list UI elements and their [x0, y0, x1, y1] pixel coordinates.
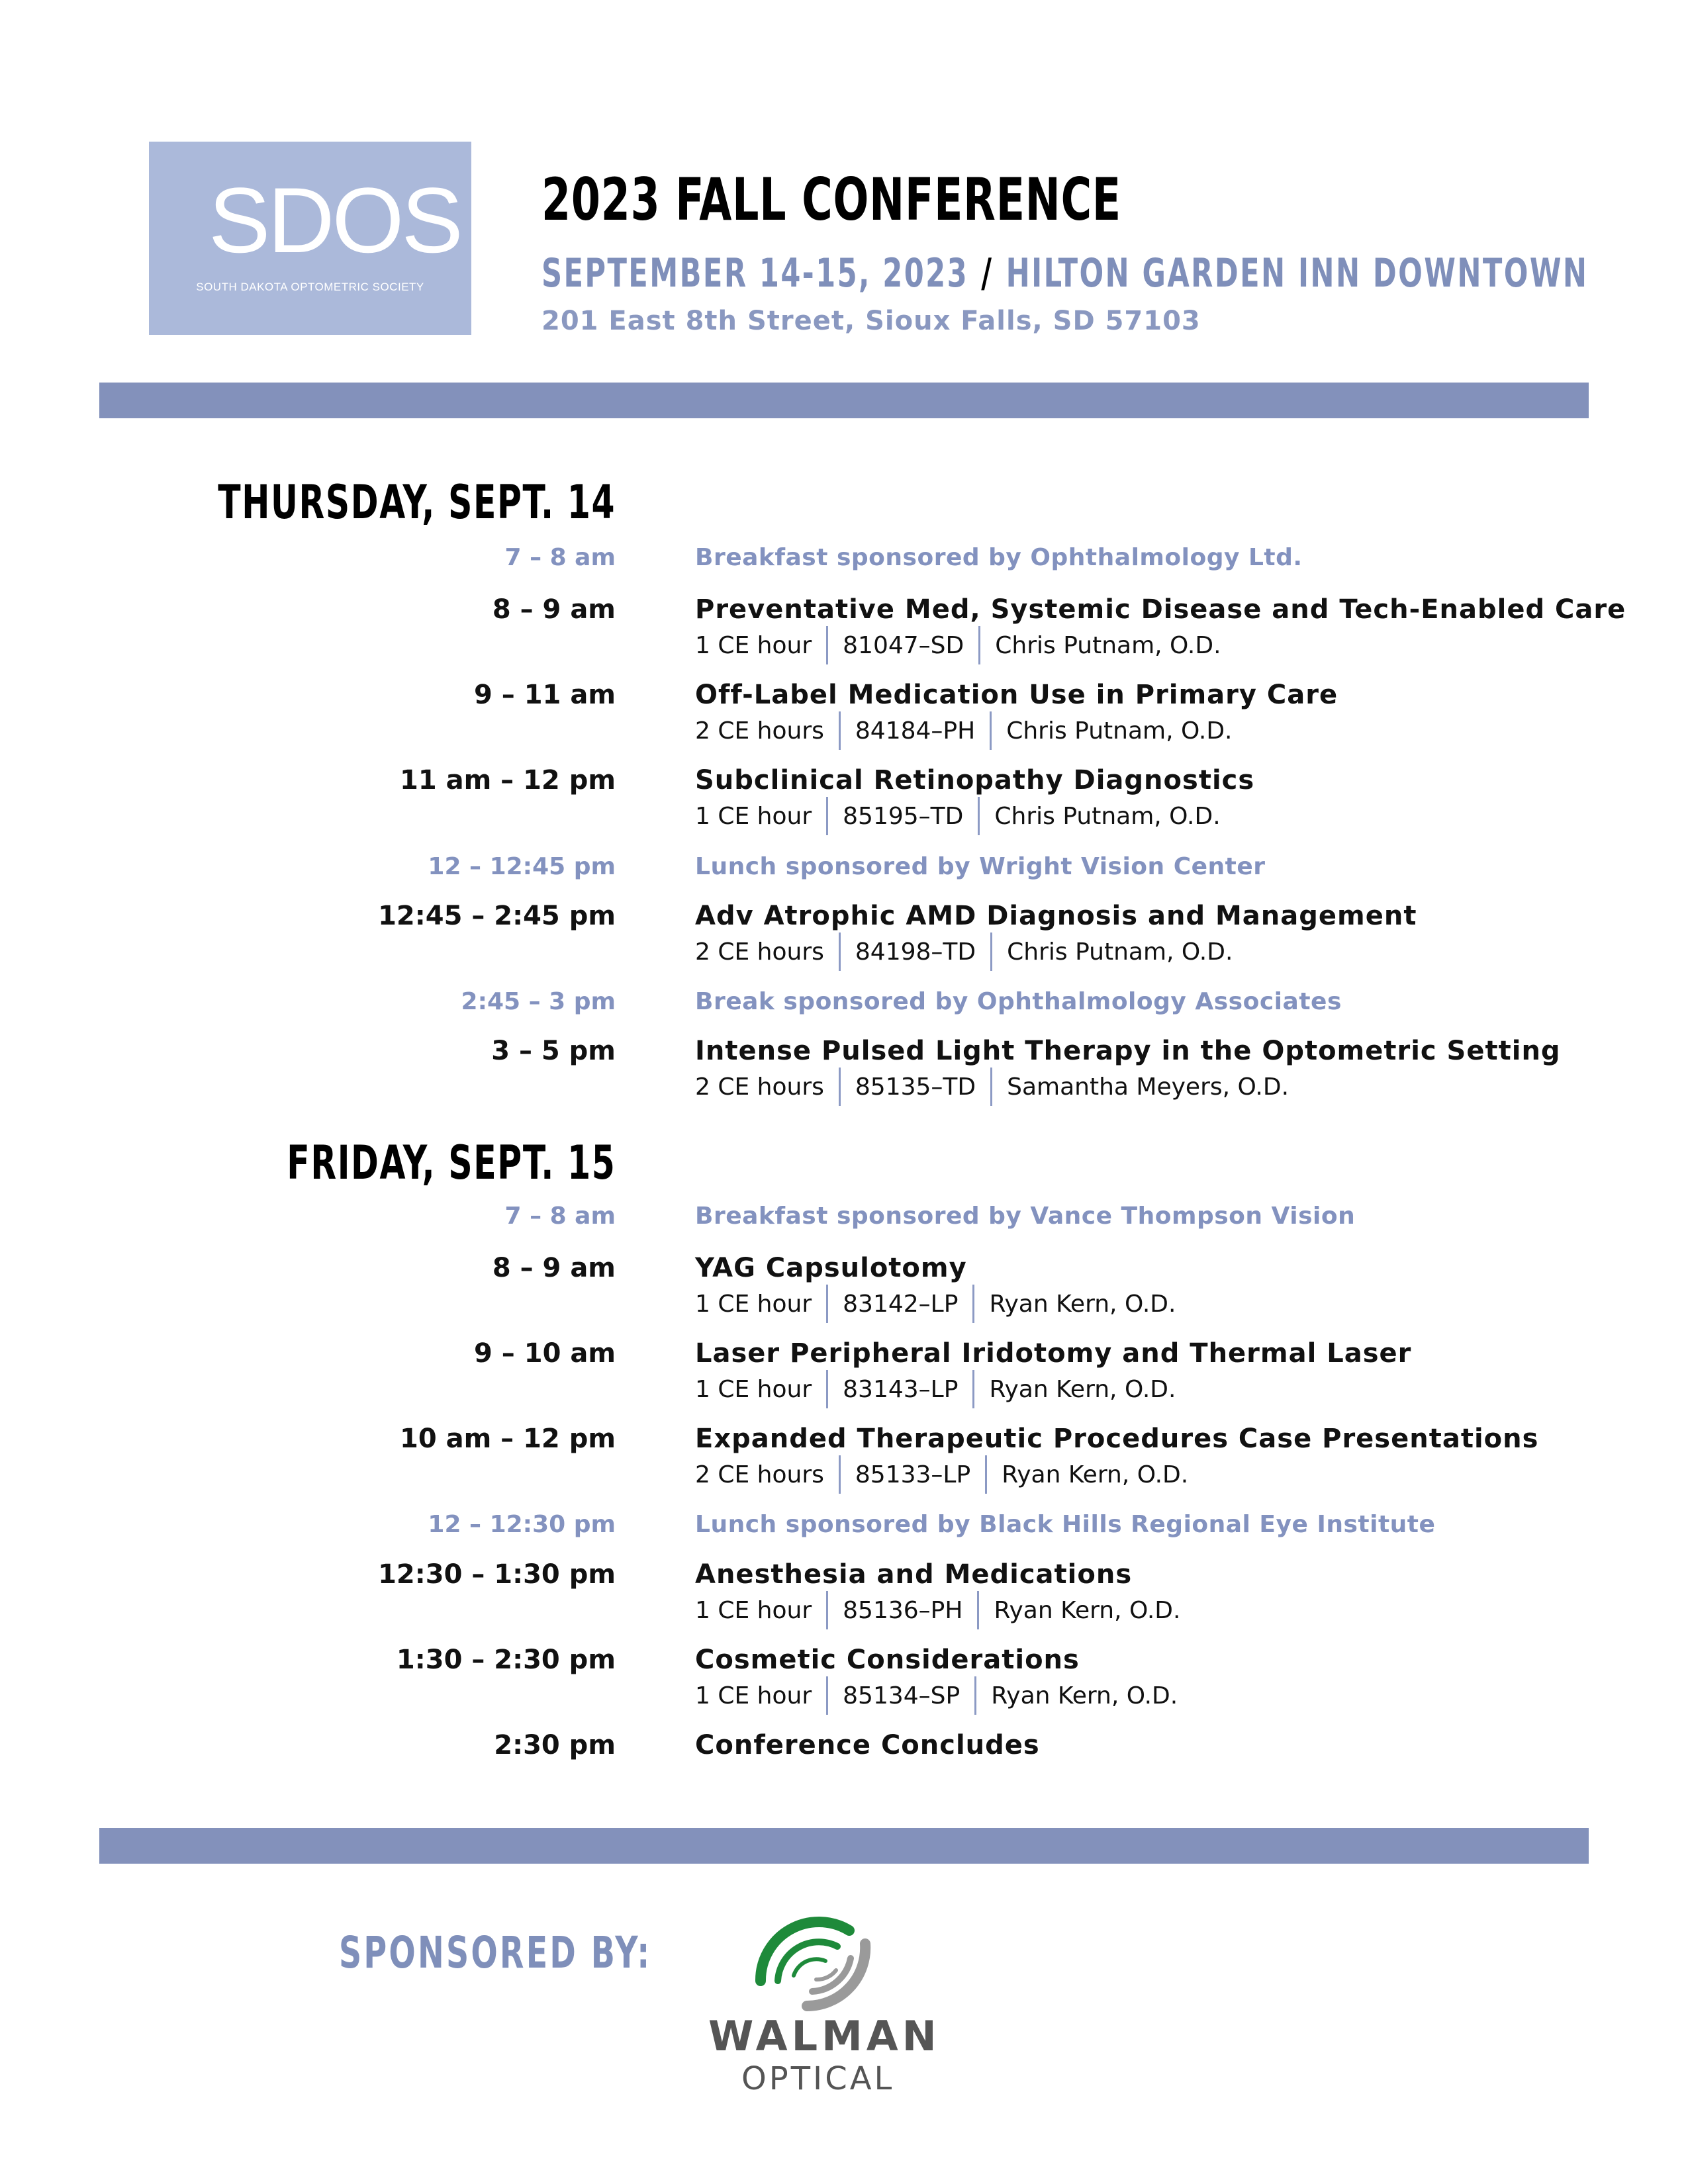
- ce-hours: 2 CE hours: [695, 717, 824, 745]
- speaker: Chris Putnam, O.D.: [995, 631, 1221, 659]
- session-meta: [695, 933, 1233, 971]
- meta-divider: [826, 797, 828, 835]
- sponsor-line: Lunch sponsored by Black Hills Regional Eye Institute: [695, 1511, 1436, 1538]
- session-title: Preventative Med, Systemic Disease and Tech-Enabled Care: [695, 594, 1626, 625]
- sdos-logo: [149, 142, 471, 335]
- day-heading-thursday: THURSDAY, SEPT. 14: [218, 475, 616, 529]
- meta-divider: [826, 626, 828, 664]
- course-code: 84184–PH: [855, 717, 976, 745]
- meta-divider: [839, 933, 841, 971]
- course-code: 85133–LP: [855, 1461, 971, 1488]
- meta-divider: [839, 1455, 841, 1494]
- meta-divider: [839, 711, 841, 750]
- ce-hours: 1 CE hour: [695, 1290, 812, 1318]
- session-time: 7 – 8 am: [504, 1203, 616, 1230]
- session-meta: [695, 1455, 1188, 1494]
- course-code: 85195–TD: [843, 802, 964, 830]
- session-time: 9 – 11 am: [474, 680, 616, 710]
- session-title: Off-Label Medication Use in Primary Care: [695, 680, 1338, 710]
- ce-hours: 2 CE hours: [695, 1461, 824, 1488]
- session-title: YAG Capsulotomy: [695, 1253, 967, 1283]
- sponsor-line: Breakfast sponsored by Ophthalmology Ltd.: [695, 544, 1303, 571]
- sponsor-name: WALMAN: [708, 2012, 941, 2060]
- meta-divider: [977, 1591, 979, 1629]
- sponsor-line: Breakfast sponsored by Vance Thompson Vision: [695, 1203, 1356, 1230]
- meta-divider: [990, 711, 992, 750]
- meta-divider: [990, 1068, 992, 1106]
- session-title: Anesthesia and Medications: [695, 1559, 1133, 1590]
- sdos-logo-icon: [209, 168, 461, 272]
- course-code: 85136–PH: [843, 1596, 963, 1624]
- ce-hours: 1 CE hour: [695, 1375, 812, 1403]
- venue-address: 201 East 8th Street, Sioux Falls, SD 57103: [541, 306, 1201, 336]
- session-time: 3 – 5 pm: [491, 1036, 616, 1066]
- session-time: 11 am – 12 pm: [399, 765, 616, 796]
- bottom-divider-band: [99, 1828, 1589, 1864]
- ce-hours: 2 CE hours: [695, 1073, 824, 1101]
- session-meta: [695, 711, 1232, 750]
- session-title: Intense Pulsed Light Therapy in the Optometric Setting: [695, 1036, 1561, 1066]
- session-title: Conference Concludes: [695, 1730, 1040, 1760]
- session-meta: [695, 626, 1221, 664]
- page-title: 2023 FALL CONFERENCE: [541, 165, 1121, 234]
- course-code: 83143–LP: [843, 1375, 959, 1403]
- course-code: 85134–SP: [843, 1682, 961, 1709]
- course-code: 83142–LP: [843, 1290, 959, 1318]
- ce-hours: 1 CE hour: [695, 1596, 812, 1624]
- session-time: 12:30 – 1:30 pm: [378, 1559, 616, 1590]
- session-meta: [695, 1285, 1176, 1323]
- meta-divider: [826, 1285, 828, 1323]
- ce-hours: 1 CE hour: [695, 802, 812, 830]
- meta-divider: [990, 933, 992, 971]
- day-heading-friday: FRIDAY, SEPT. 15: [286, 1136, 616, 1190]
- course-code: 85135–TD: [855, 1073, 976, 1101]
- session-time: 12 – 12:30 pm: [428, 1511, 616, 1538]
- meta-divider: [978, 626, 980, 664]
- ce-hours: 1 CE hour: [695, 631, 812, 659]
- session-time: 12:45 – 2:45 pm: [378, 901, 616, 931]
- walman-arcs-icon: [751, 1909, 884, 2009]
- sdos-logo-text: SDOS: [209, 168, 461, 272]
- sponsored-by-label: SPONSORED BY:: [339, 1927, 652, 1978]
- course-code: 81047–SD: [843, 631, 964, 659]
- session-title: Subclinical Retinopathy Diagnostics: [695, 765, 1255, 796]
- ce-hours: 1 CE hour: [695, 1682, 812, 1709]
- meta-divider: [972, 1285, 974, 1323]
- speaker: Ryan Kern, O.D.: [991, 1682, 1178, 1709]
- meta-divider: [839, 1068, 841, 1106]
- meta-divider: [974, 1676, 976, 1715]
- ce-hours: 2 CE hours: [695, 938, 824, 966]
- session-time: 12 – 12:45 pm: [428, 853, 616, 880]
- separator-slash: /: [981, 250, 994, 296]
- speaker: Ryan Kern, O.D.: [1002, 1461, 1189, 1488]
- session-title: Expanded Therapeutic Procedures Case Presentations: [695, 1424, 1539, 1454]
- speaker: Chris Putnam, O.D.: [1006, 717, 1233, 745]
- sponsor-subname: OPTICAL: [741, 2060, 895, 2097]
- course-code: 84198–TD: [855, 938, 976, 966]
- sponsor-line: Break sponsored by Ophthalmology Associates: [695, 988, 1342, 1015]
- session-meta: [695, 1370, 1176, 1408]
- event-dates: SEPTEMBER 14-15, 2023: [541, 250, 969, 296]
- meta-divider: [972, 1370, 974, 1408]
- event-venue: HILTON GARDEN INN DOWNTOWN: [1006, 250, 1589, 296]
- session-time: 10 am – 12 pm: [399, 1424, 616, 1454]
- session-time: 2:45 – 3 pm: [461, 988, 616, 1015]
- speaker: Ryan Kern, O.D.: [989, 1375, 1176, 1403]
- speaker: Samantha Meyers, O.D.: [1007, 1073, 1289, 1101]
- session-meta: [695, 797, 1221, 835]
- session-meta: [695, 1591, 1180, 1629]
- speaker: Chris Putnam, O.D.: [1007, 938, 1233, 966]
- session-meta: [695, 1676, 1178, 1715]
- session-time: 9 – 10 am: [474, 1338, 616, 1369]
- meta-divider: [985, 1455, 987, 1494]
- session-time: 7 – 8 am: [504, 544, 616, 571]
- meta-divider: [826, 1676, 828, 1715]
- speaker: Ryan Kern, O.D.: [994, 1596, 1181, 1624]
- top-divider-band: [99, 383, 1589, 418]
- session-title: Adv Atrophic AMD Diagnosis and Management: [695, 901, 1417, 931]
- speaker: Chris Putnam, O.D.: [994, 802, 1221, 830]
- speaker: Ryan Kern, O.D.: [989, 1290, 1176, 1318]
- session-time: 1:30 – 2:30 pm: [396, 1645, 616, 1675]
- logo-caption: SOUTH DAKOTA OPTOMETRIC SOCIETY: [196, 281, 424, 293]
- session-time: 8 – 9 am: [492, 1253, 616, 1283]
- session-meta: [695, 1068, 1289, 1106]
- event-date-venue: [541, 250, 1588, 296]
- session-title: Laser Peripheral Iridotomy and Thermal Laser: [695, 1338, 1412, 1369]
- session-time: 8 – 9 am: [492, 594, 616, 625]
- meta-divider: [978, 797, 980, 835]
- sponsor-line: Lunch sponsored by Wright Vision Center: [695, 853, 1266, 880]
- meta-divider: [826, 1591, 828, 1629]
- session-title: Cosmetic Considerations: [695, 1645, 1080, 1675]
- session-time: 2:30 pm: [494, 1730, 616, 1760]
- meta-divider: [826, 1370, 828, 1408]
